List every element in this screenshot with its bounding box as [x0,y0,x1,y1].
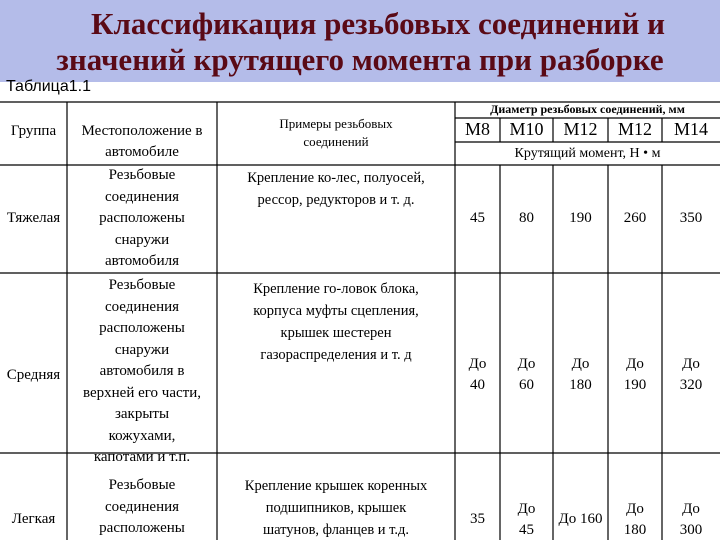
table-caption: Таблица1.1 [6,78,91,95]
header-size-m12-a: М12 [563,119,598,140]
header-diameter: Диаметр резьбовых соединений, мм [490,102,685,117]
row-light-torque-m12a: До 160 [558,511,603,528]
row-light-location: Резьбовые соединения расположены [99,477,185,537]
row-light-torque-m14: До 300 [679,500,703,538]
row-medium-torque-m10: До 60 [517,355,536,393]
header-group: Группа [10,123,57,140]
row-light-group: Легкая [11,511,56,528]
title-line-2: значений крутящего момента при разборке [56,42,664,77]
row-medium-torque-m8: До 40 [468,355,487,393]
header-torque: Крутящий момент, Н • м [514,145,661,161]
row-medium-torque-m12b: До 190 [623,355,647,393]
row-heavy-location: Резьбовые соединения расположены снаружи автомобиля [99,167,185,270]
row-light-torque-m10: До 45 [517,500,536,538]
row-heavy-examples: Крепление ко-лес, полуосей, рессор, редукторов и т. д. [247,170,425,208]
row-medium-torque-m12a: До 180 [569,355,592,393]
row-medium-torque-m14: До 320 [679,355,703,393]
title-line-1: Классификация резьбовых соединений и [90,6,666,41]
row-heavy-torque-m8: 45 [470,210,485,227]
row-medium-examples: Крепление го-ловок блока, корпуса муфты сцепления, крышек шестерен газораспределения и т. д [253,281,419,363]
header-size-m8: М8 [464,119,490,140]
header-size-m12-b: М12 [617,119,652,140]
row-light-torque-m8: 35 [470,511,485,528]
header-location: Местоположение в автомобиле [81,122,203,160]
row-light-torque-m12b: До 180 [623,500,647,538]
row-light-examples: Крепление крышек коренных подшипников, крышек шатунов, фланцев и т.д. [244,477,428,538]
row-heavy-group: Тяжелая [6,210,61,227]
row-heavy-torque-m14: 350 [679,210,703,227]
row-heavy-torque-m12a: 190 [569,210,592,227]
row-medium-group: Средняя [6,366,61,383]
header-size-m10: М10 [509,119,544,140]
row-heavy-torque-m12b: 260 [623,210,647,227]
row-heavy-torque-m10: 80 [519,210,534,227]
row-medium-location: Резьбовые соединения расположены снаружи автомобиля в верхней его части, закрыты кожухами, капотами и т.п. [83,277,201,465]
header-examples: Примеры резьбовых соединений [279,116,393,149]
header-size-m14: М14 [673,119,708,140]
